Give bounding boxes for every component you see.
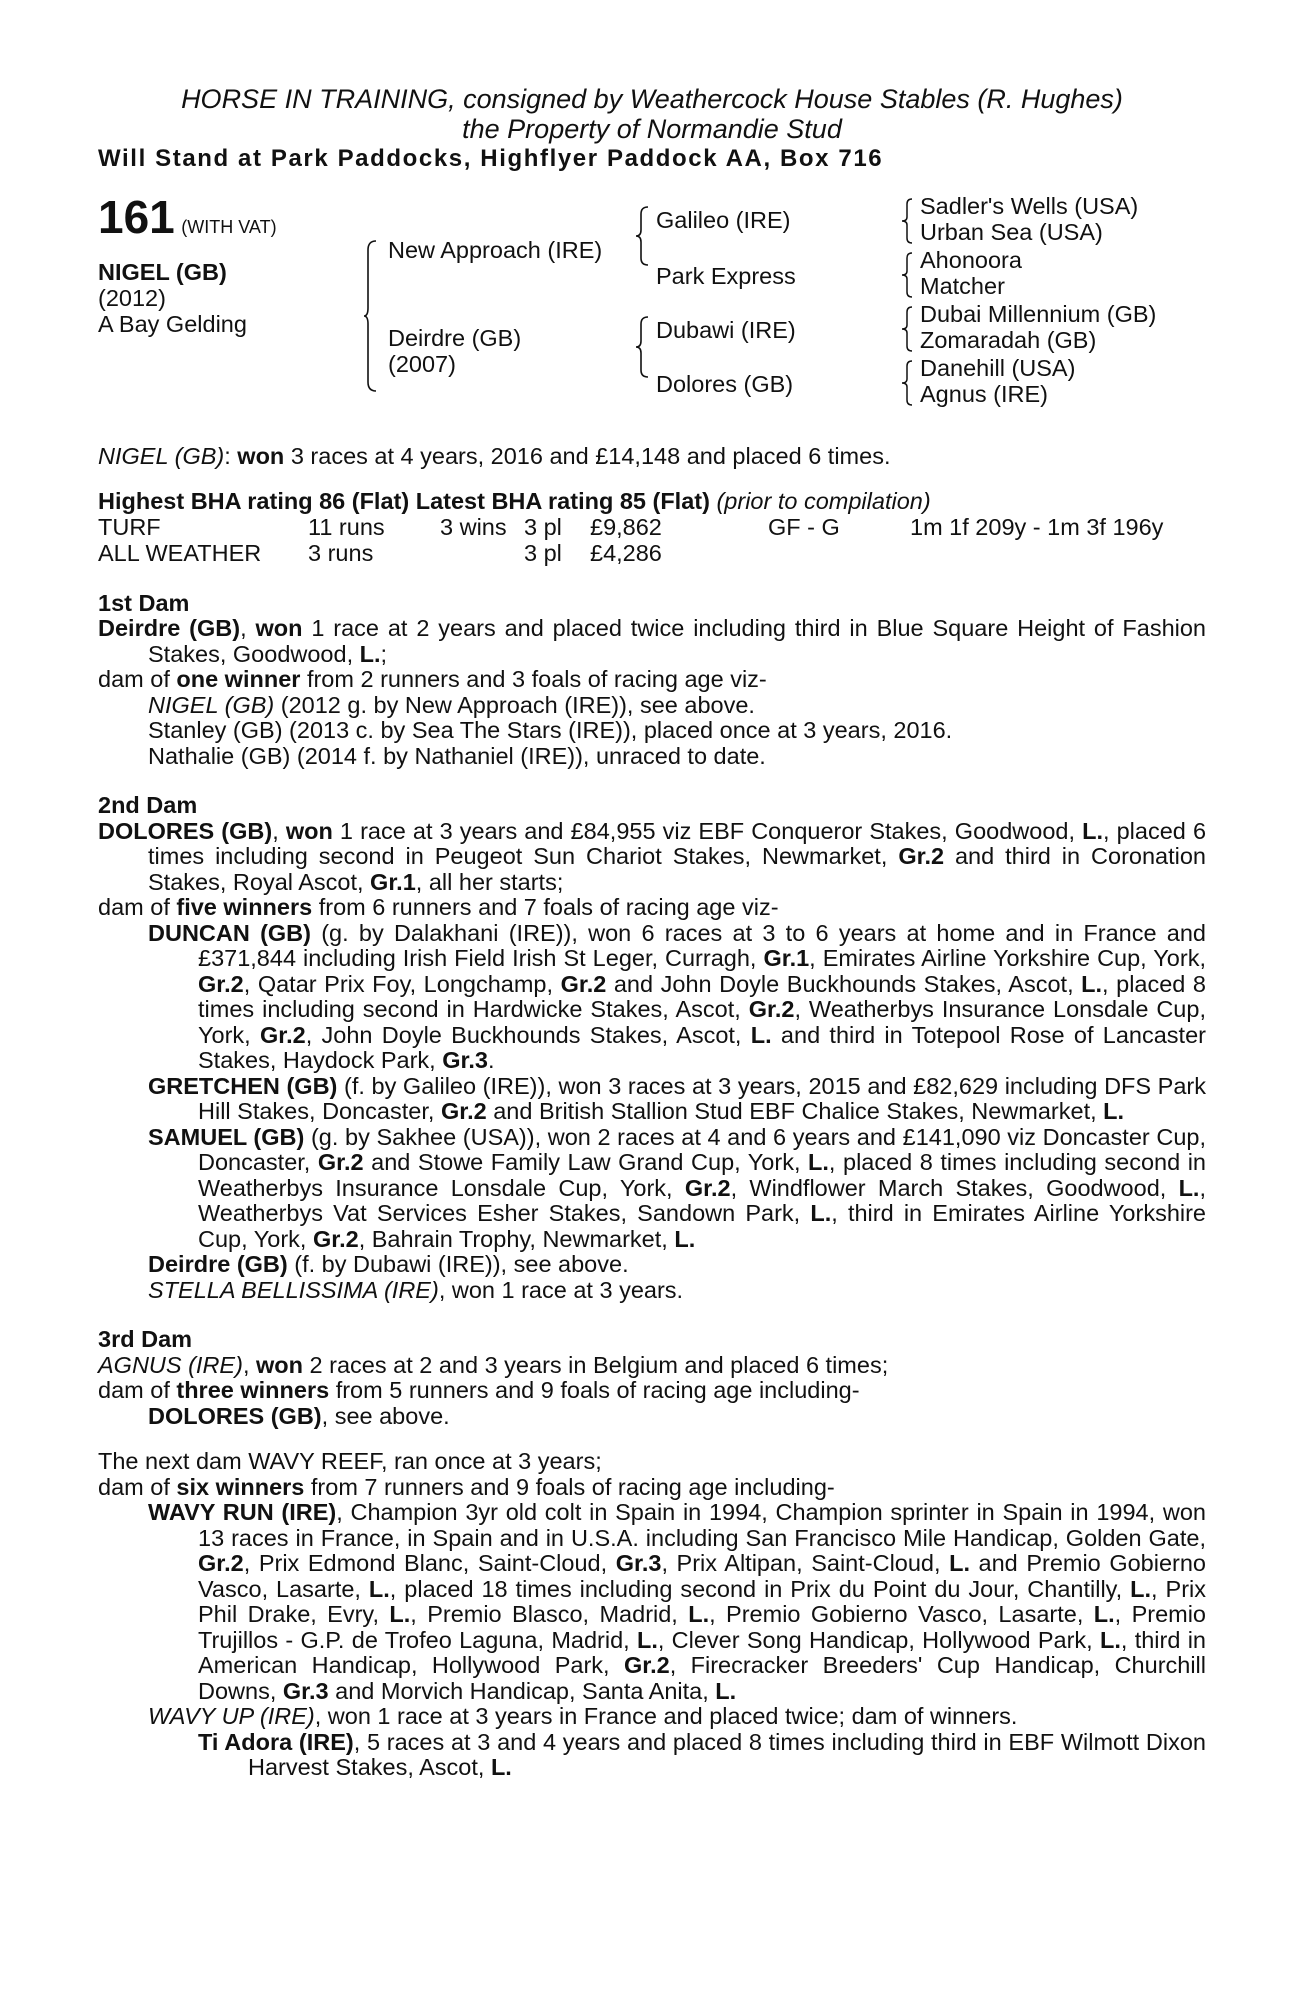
race-summary: NIGEL (GB): won 3 races at 4 years, 2016 and £14,148 and placed 6 times.: [98, 442, 891, 469]
offspring-stella: STELLA BELLISSIMA (IRE), won 1 race at 3 years.: [148, 1276, 684, 1303]
record-surface: TURF: [98, 513, 161, 540]
horse-name: NIGEL (GB): [98, 258, 227, 285]
dam-year: (2007): [388, 350, 456, 377]
grandsire-8: Agnus (IRE): [920, 380, 1048, 407]
record-runs: 11 runs: [308, 513, 385, 540]
lot-number: 161: [98, 190, 175, 243]
header-consignor: HORSE IN TRAINING, consigned by Weathercock House Stables (R. Hughes): [181, 84, 1123, 114]
brace-icon: [902, 198, 914, 244]
pedigree-block: [98, 190, 1206, 444]
racing-record-table: [98, 515, 1206, 567]
offspring-samuel: SAMUEL (GB) (g. by Sakhee (USA)), won 2 races at 4 and 6 years and £141,090 viz Doncaster Cup, Doncaster, Gr.2 and Stowe Family Law Grand Cup, York, L., placed 8 times including second in Weatherbys Insurance Lonsdale Cup, York, Gr.2, Windflower March Stakes, Goodwood, L., Weatherbys Vat Services Esher Stakes, Sandown Park, L., third in Emirates Airline Yorkshire Cup, York, Gr.2, Bahrain Trophy, Newmarket, L.: [148, 1123, 1207, 1252]
grandsire-1: Sadler's Wells (USA): [920, 192, 1139, 219]
record-wins: 3 wins: [440, 513, 507, 540]
brace-icon: [902, 306, 914, 352]
grandsire-6: Zomaradah (GB): [920, 326, 1097, 353]
third-dam-heading: 3rd Dam: [98, 1326, 193, 1352]
brace-icon: [902, 252, 914, 298]
offspring-deirdre: Deirdre (GB) (f. by Dubawi (IRE)), see above.: [148, 1251, 629, 1277]
grandsire-4: Matcher: [920, 272, 1005, 299]
fourth-dam-produce: dam of six winners from 7 runners and 9 foals of racing age including-: [98, 1473, 835, 1500]
grandsire-2: Urban Sea (USA): [920, 218, 1103, 245]
record-surface: ALL WEATHER: [98, 539, 262, 566]
third-dam-record: AGNUS (IRE), won 2 races at 2 and 3 years in Belgium and placed 6 times;: [98, 1351, 889, 1378]
second-dam-heading: 2nd Dam: [98, 792, 198, 818]
header-location: Will Stand at Park Paddocks, Highflyer Paddock AA, Box 716: [98, 145, 884, 172]
offspring-line: NIGEL (GB) (2012 g. by New Approach (IRE)), see above.: [148, 691, 755, 718]
dam-dam: Dolores (GB): [656, 370, 794, 397]
record-going: GF - G: [768, 513, 840, 540]
record-runs: 3 runs: [308, 539, 374, 566]
sire-name: New Approach (IRE): [388, 236, 603, 263]
first-dam-produce: dam of one winner from 2 runners and 3 foals of racing age viz-: [98, 666, 767, 692]
grandsire-7: Danehill (USA): [920, 354, 1076, 381]
sire-sire: Galileo (IRE): [656, 206, 791, 233]
second-dam-produce: dam of five winners from 6 runners and 7 foals of racing age viz-: [98, 894, 779, 920]
record-distance: 1m 1f 209y - 1m 3f 196y: [910, 513, 1164, 540]
second-dam-record: DOLORES (GB), won 1 race at 3 years and £84,955 viz EBF Conqueror Stakes, Goodwood, L., placed 6 times including second in Peugeot Sun Chariot Stakes, Newmarket, Gr.2 and third in Coronation Stakes, Royal Ascot, Gr.1, all her starts;: [98, 817, 1207, 895]
rating-line: Highest BHA rating 86 (Flat) Latest BHA rating 85 (Flat) (prior to compilation): [98, 488, 931, 514]
offspring-ti-adora: Ti Adora (IRE), 5 races at 3 and 4 years and placed 8 times including third in EBF Wilmott Dixon Harvest Stakes, Ascot, L.: [198, 1728, 1206, 1780]
header-property: the Property of Normandie Stud: [462, 114, 842, 144]
offspring-line: Nathalie (GB) (2014 f. by Nathaniel (IRE)), unraced to date.: [148, 742, 766, 769]
first-dam-record: Deirdre (GB), won 1 race at 2 years and placed twice including third in Blue Square Height of Fashion Stakes, Goodwood, L.;: [98, 615, 1207, 667]
brace-icon: [636, 206, 650, 266]
first-dam-heading: 1st Dam: [98, 589, 190, 616]
offspring-wavy-run: WAVY RUN (IRE), Champion 3yr old colt in Spain in 1994, Champion sprinter in Spain in 1994, won 13 races in France, in Spain and in U.S.A. including San Francisco Mile Handicap, Golden Gate, Gr.2, Prix Edmond Blanc, Saint-Cloud, Gr.3, Prix Altipan, Saint-Cloud, L. and Premio Gobierno Vasco, Lasarte, L., placed 18 times including second in Prix du Point du Jour, Chantilly, L., Prix Phil Drake, Evry, L., Premio Blasco, Madrid, L., Premio Gobierno Vasco, Lasarte, L., Premio Trujillos - G.P. de Trofeo Laguna, Madrid, L., Clever Song Handicap, Hollywood Park, L., third in American Handicap, Hollywood Park, Gr.2, Firecracker Breeders' Cup Handicap, Churchill Downs, Gr.3 and Morvich Handicap, Santa Anita, L.: [148, 1499, 1207, 1704]
vat-note: (WITH VAT): [181, 216, 277, 237]
record-money: £4,286: [590, 539, 662, 566]
brace-icon: [636, 316, 650, 378]
record-money: £9,862: [590, 513, 662, 540]
offspring-duncan: DUNCAN (GB) (g. by Dalakhani (IRE)), won 6 races at 3 to 6 years at home and in France and £371,844 including Irish Field Irish St Leger, Curragh, Gr.1, Emirates Airline Yorkshire Cup, York, Gr.2, Qatar Prix Foy, Longchamp, Gr.2 and John Doyle Buckhounds Stakes, Ascot, L., placed 8 times including second in Hardwicke Stakes, Ascot, Gr.2, Weatherbys Insurance Lonsdale Cup, York, Gr.2, John Doyle Buckhounds Stakes, Ascot, L. and third in Totepool Rose of Lancaster Stakes, Haydock Park, Gr.3.: [148, 919, 1206, 1073]
grandsire-5: Dubai Millennium (GB): [920, 300, 1157, 327]
offspring-dolores: DOLORES (GB), see above.: [148, 1402, 450, 1429]
brace-icon: [364, 240, 378, 392]
brace-icon: [902, 360, 914, 406]
offspring-gretchen: GRETCHEN (GB) (f. by Galileo (IRE)), won 3 races at 3 years, 2015 and £82,629 including DFS Park Hill Stakes, Doncaster, Gr.2 and British Stallion Stud EBF Chalice Stakes, Newmarket, L.: [148, 1072, 1207, 1124]
dam-name: Deirdre (GB): [388, 324, 522, 351]
offspring-line: Stanley (GB) (2013 c. by Sea The Stars (IRE)), placed once at 3 years, 2016.: [148, 717, 953, 743]
horse-description: A Bay Gelding: [98, 310, 247, 337]
catalogue-page: [98, 84, 1206, 1781]
grandsire-3: Ahonoora: [920, 246, 1022, 273]
third-dam-produce: dam of three winners from 5 runners and 9 foals of racing age including-: [98, 1377, 860, 1403]
offspring-wavy-up: WAVY UP (IRE), won 1 race at 3 years in France and placed twice; dam of winners.: [148, 1703, 1018, 1729]
fourth-dam-intro: The next dam WAVY REEF, ran once at 3 years;: [98, 1448, 602, 1474]
horse-year: (2012): [98, 284, 166, 311]
sire-dam: Park Express: [656, 262, 796, 289]
record-placed: 3 pl: [524, 539, 562, 566]
record-placed: 3 pl: [524, 513, 562, 540]
dam-sire: Dubawi (IRE): [656, 316, 796, 343]
